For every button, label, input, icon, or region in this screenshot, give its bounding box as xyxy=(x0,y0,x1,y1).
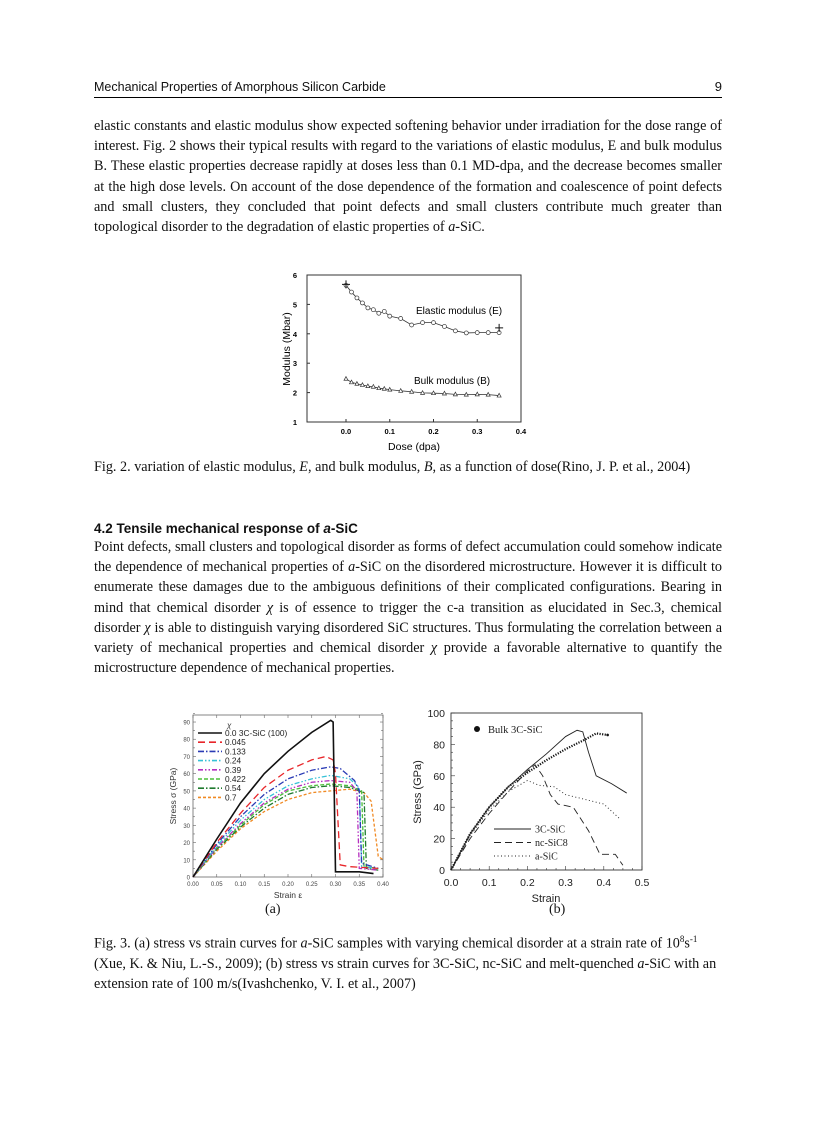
y-tick-label: 30 xyxy=(183,823,190,830)
x-axis-label: Strain xyxy=(531,893,561,905)
legend-label: 0.54 xyxy=(225,783,242,794)
chi-symbol: χ xyxy=(266,599,274,616)
y-tick-label: 6 xyxy=(292,271,297,280)
y-tick-label: 20 xyxy=(433,833,445,846)
x-tick-label: 0.30 xyxy=(329,882,342,888)
y-tick-label: 60 xyxy=(183,772,190,779)
legend-label: 0.7 xyxy=(225,792,237,803)
paragraph-text: -SiC on the disordered microstructure. However it is difficult to enumerate these damages due to the ambiguous definitions of their complicated configurations. Bearing in mind that chemical disorder xyxy=(94,559,722,616)
x-tick-label: 0.4 xyxy=(596,877,612,889)
x-tick-label: 0.00 xyxy=(187,882,199,888)
figure-3-caption xyxy=(94,929,722,994)
running-title: Mechanical Properties of Amorphous Silicon Carbide xyxy=(94,80,386,94)
caption-text: s xyxy=(684,935,690,952)
legend-label: 0.422 xyxy=(225,774,246,784)
figure-3a-label: (a) xyxy=(265,902,281,917)
caption-text: Fig. 2. variation of elastic modulus, xyxy=(94,459,300,475)
caption-superscript: -1 xyxy=(689,934,698,944)
x-tick-label: 0.2 xyxy=(520,877,535,889)
legend-label: 0.045 xyxy=(225,737,246,748)
x-tick-label: 0.05 xyxy=(210,882,223,888)
x-tick-label: 0.0 xyxy=(443,877,459,889)
legend-title: χ xyxy=(227,721,232,730)
italic-a: a xyxy=(448,219,456,236)
bulk-3c-sic-curve xyxy=(451,733,608,870)
x-tick-label: 0.20 xyxy=(282,882,294,888)
x-axis-label: Dose (dpa) xyxy=(388,441,440,453)
caption-text: (Xue, K. & Niu, L.-S., 2009); (b) stress vs strain curves for 3C-SiC, nc-SiC and melt-quenched xyxy=(94,955,638,972)
x-tick-label: 0.15 xyxy=(258,882,271,888)
x-tick-label: 0.35 xyxy=(353,882,366,888)
y-tick-label: 60 xyxy=(433,770,445,783)
annotation-bulk: Bulk 3C-SiC xyxy=(488,725,543,736)
legend-label: nc-SiC8 xyxy=(535,838,568,849)
legend-label: 3C-SiC xyxy=(535,824,566,836)
paragraph-text: elastic constants and elastic modulus show expected softening behavior under irradiation for the dose range of interest. Fig. 2 shows their typical results with regard to the variations of elastic modulus, E and bulk modulus B. These elastic properties decrease rapidly at doses less than 0.1 MD-dpa, and the decrease becomes smaller at the high dose levels. On account of the dose dependence of the formation and coalescence of point defects and small clusters, they concluded that point defects and small clusters contribute much greater than topological disorder to the degradation of elastic properties of xyxy=(94,118,722,236)
paragraph-text: is of essence to trigger the c-a transition as elucidated in Sec.3, chemical disorder xyxy=(94,599,722,636)
annotation-elastic: Elastic modulus (E) xyxy=(416,306,503,317)
x-tick-label: 0.3 xyxy=(472,427,483,436)
paragraph-text: Point defects, small clusters and topological disorder as forms of defect accumulation could somehow indicate the dependence of mechanical properties of xyxy=(94,539,722,576)
annotation-bulk: Bulk modulus (B) xyxy=(414,376,491,387)
caption-text: -SiC samples with varying chemical disorder at a strain rate of 10 xyxy=(307,935,680,952)
caption-text: , and bulk modulus, xyxy=(307,459,424,475)
section-heading-suffix: -SiC xyxy=(330,521,358,536)
paragraph-text: -SiC. xyxy=(455,219,485,236)
italic-a: a xyxy=(348,559,356,576)
y-tick-label: 20 xyxy=(183,841,190,848)
caption-italic-E: E xyxy=(299,459,308,475)
x-tick-label: 0.4 xyxy=(515,427,527,436)
y-tick-label: 3 xyxy=(292,359,297,369)
x-tick-label: 0.2 xyxy=(428,427,439,436)
y-tick-label: 90 xyxy=(183,720,190,727)
x-tick-label: 0.0 xyxy=(340,427,352,436)
legend-label: 0.0 3C-SiC (100) xyxy=(225,728,288,738)
x-tick-label: 0.40 xyxy=(377,882,389,888)
y-tick-label: 100 xyxy=(427,708,445,720)
stress-curve xyxy=(451,730,627,870)
y-tick-label: 40 xyxy=(433,802,445,815)
paragraph-text: is able to distinguish varying disordered SiC structures. Thus formulating the correlation between a variety of mechanical properties and chemical disorder xyxy=(94,619,722,657)
legend-label: 0.24 xyxy=(225,755,242,766)
caption-text: -SiC with an extension rate of 100 m/s(Ivashchenko, V. I. et al., 2007) xyxy=(94,955,717,992)
caption-italic-a: a xyxy=(637,955,645,972)
y-tick-label: 5 xyxy=(292,300,297,310)
chi-symbol: χ xyxy=(144,619,151,636)
legend-label: a-SiC xyxy=(535,851,558,863)
y-tick-label: 4 xyxy=(292,329,297,339)
x-tick-label: 0.25 xyxy=(305,882,318,888)
y-axis-label: Modulus (Mbar) xyxy=(281,312,293,386)
caption-italic-B: B xyxy=(423,459,433,475)
legend-label: 0.39 xyxy=(225,764,242,775)
y-tick-label: 1 xyxy=(292,418,297,427)
paragraph-text: provide a favorable alternative to quantify the microstructure dependence of mechanical properties. xyxy=(94,640,722,677)
y-tick-label: 10 xyxy=(183,858,190,865)
y-tick-label: 0 xyxy=(439,865,445,877)
y-tick-label: 80 xyxy=(433,739,445,752)
x-tick-label: 0.10 xyxy=(234,882,247,888)
figure-3b-label: (b) xyxy=(549,902,566,917)
y-tick-label: 50 xyxy=(183,789,190,796)
y-axis-label: Stress (GPa) xyxy=(412,760,424,824)
y-tick-label: 2 xyxy=(292,388,297,398)
caption-italic-a: a xyxy=(300,935,308,952)
section-heading-italic: a xyxy=(323,521,331,536)
chi-symbol: χ xyxy=(430,640,438,657)
page-number: 9 xyxy=(714,79,722,94)
y-tick-label: 0 xyxy=(186,875,190,882)
caption-text: Fig. 3. (a) stress vs strain curves for xyxy=(94,935,301,952)
x-tick-label: 0.5 xyxy=(634,877,650,889)
bulk-marker-icon xyxy=(474,726,480,732)
x-tick-label: 0.1 xyxy=(481,877,497,889)
caption-text: , as a function of dose(Rino, J. P. et al., 2004) xyxy=(432,459,691,475)
x-axis-label: Strain ε xyxy=(273,890,303,900)
caption-superscript: 8 xyxy=(679,934,685,944)
x-tick-label: 0.1 xyxy=(384,427,395,436)
x-tick-label: 0.3 xyxy=(558,877,573,889)
y-tick-label: 70 xyxy=(183,754,190,761)
y-axis-label: Stress σ (GPa) xyxy=(168,767,178,825)
y-tick-label: 80 xyxy=(183,737,190,744)
section-heading-text: 4.2 Tensile mechanical response of xyxy=(94,521,324,536)
legend-label: 0.133 xyxy=(225,746,246,757)
y-tick-label: 40 xyxy=(183,806,190,813)
